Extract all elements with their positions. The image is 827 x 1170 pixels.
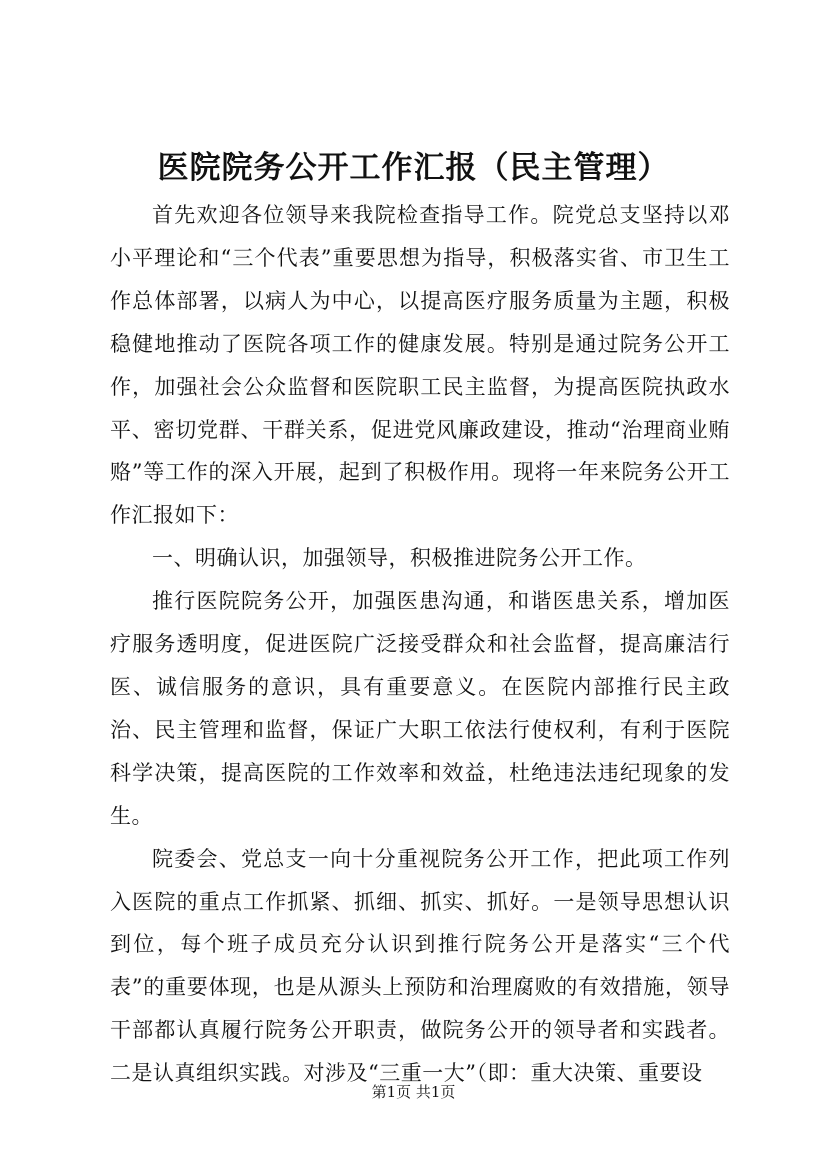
page-footer: 第1页 共1页 [371, 1083, 456, 1101]
paragraph-intro: 首先欢迎各位领导来我院检查指导工作。院党总支坚持以邓小平理论和“三个代表”重要思想为指导，积极落实省、市卫生工作总体部署，以病人为中心，以提高医疗服务质量为主题，积极稳健地推动了医院各项工作的健康发展。特别是通过院务公开工作，加强社会公众监督和医院职工民主监督，为提高医院执政水平、密切党群、干群关系，促进党风廉政建设，推动“治理商业贿赂”等工作的深入开展，起到了积极作用。现将一年来院务公开工作汇报如下： [110, 203, 730, 528]
paragraph-leadership: 院委会、党总支一向十分重视院务公开工作，把此项工作列入医院的重点工作抓紧、抓细、抓实、抓好。一是领导思想认识到位，每个班子成员充分认识到推行院务公开是落实“三个代表”的重要体现，也是从源头上预防和治理腐败的有效措施，领导干部都认真履行院务公开职责，做院务公开的领导者和实践者。二是认真组织实践。对涉及“三重一大”（即：重大决策、重要设 [110, 846, 730, 1086]
section-heading-1: 一、明确认识，加强领导，积极推进院务公开工作。 [152, 546, 647, 571]
document-body [110, 194, 730, 1095]
paragraph-significance: 推行医院院务公开，加强医患沟通，和谐医患关系，增加医疗服务透明度，促进医院广泛接受群众和社会监督，提高廉洁行医、诚信服务的意识，具有重要意义。在医院内部推行民主政治、民主管理和监督，保证广大职工依法行使权利，有利于医院科学决策，提高医院的工作效率和效益，杜绝违法违纪现象的发生。 [110, 589, 730, 828]
document-title: 医院院务公开工作汇报（民主管理） [157, 150, 670, 186]
